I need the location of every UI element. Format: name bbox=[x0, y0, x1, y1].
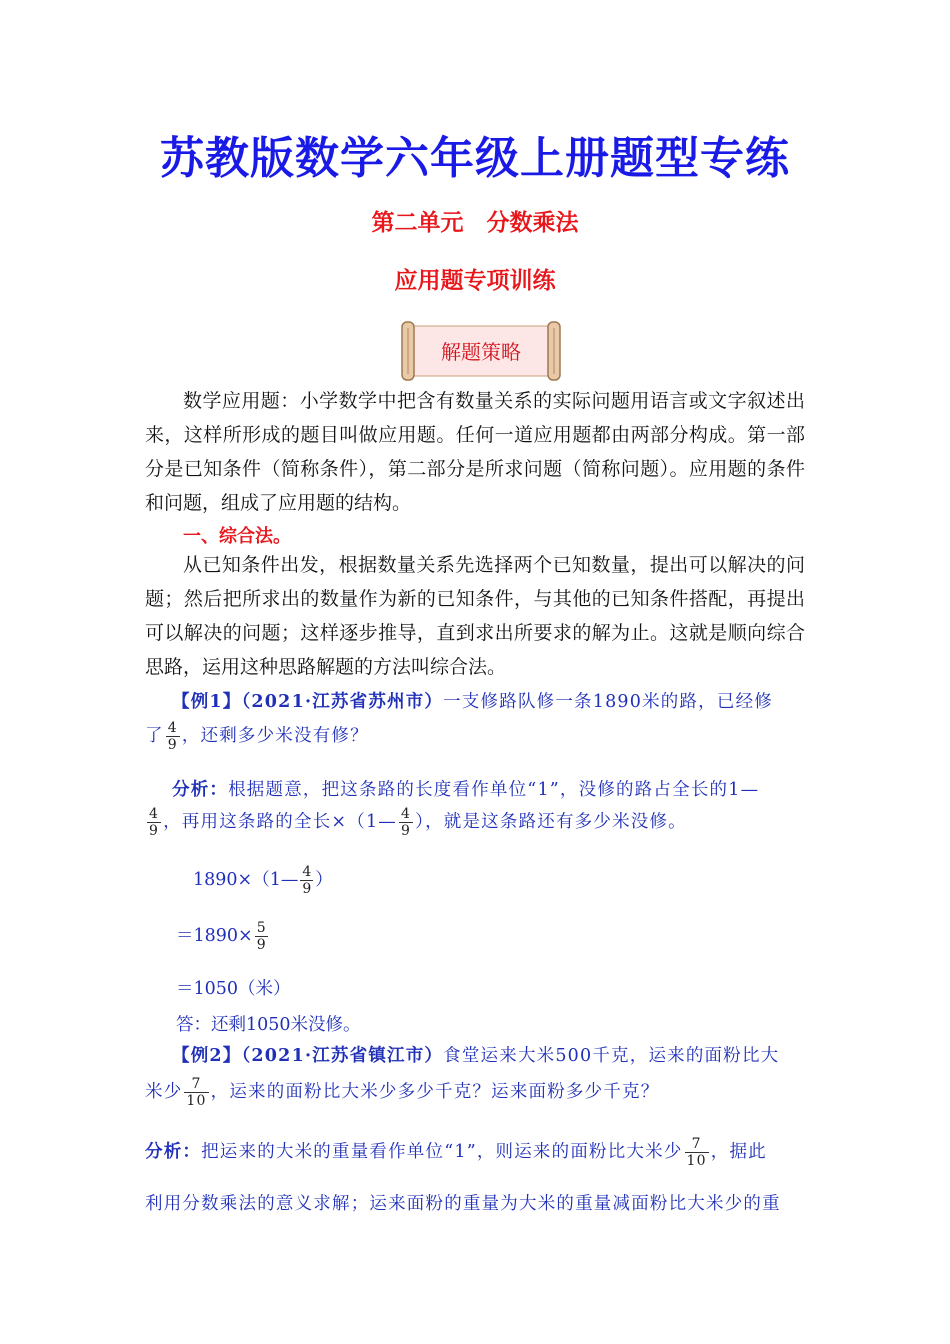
section-subtitle: 应用题专项训练 bbox=[394, 268, 556, 294]
strategy-label: 解题策略 bbox=[441, 340, 521, 364]
example2-source: （2021·江苏省镇江市） bbox=[241, 1046, 444, 1066]
calc1-pre: 1890×（1— bbox=[193, 870, 299, 890]
example2-question-post: ，运来的面粉比大米少多少千克？运来面粉多少千克？ bbox=[210, 1082, 660, 1102]
frac-den: 9 bbox=[401, 823, 412, 839]
example1-analysis-line1 bbox=[172, 776, 759, 801]
example2-line2 bbox=[145, 1076, 659, 1109]
frac-num: 5 bbox=[256, 920, 266, 936]
analysis2-text-2: ，据此 bbox=[710, 1142, 767, 1162]
calc-step-2 bbox=[176, 920, 270, 953]
method1-heading: 一、综合法。 bbox=[183, 526, 291, 547]
analysis-label: 分析： bbox=[145, 1142, 202, 1162]
frac-den: 9 bbox=[149, 823, 160, 839]
example2-line1 bbox=[172, 1042, 779, 1067]
calc-step-3: ＝1050（米） bbox=[176, 979, 291, 999]
frac-num: 7 bbox=[184, 1076, 208, 1093]
fraction-4-9 bbox=[147, 806, 161, 839]
method1-paragraph: 从已知条件出发，根据数量关系先选择两个已知数量，提出可以解决的问题；然后把所求出的数量作为新的已知条件，与其他的已知条件搭配，再提出可以解决的问题；这样逐步推导，直到求出所要求的解为止。这就是顺向综合思路，运用这种思路解题的方法叫综合法。 bbox=[145, 554, 805, 678]
fraction-7-10 bbox=[184, 1076, 208, 1109]
intro-paragraph: 数学应用题：小学数学中把含有数量关系的实际问题用语言或文字叙述出来，这样所形成的题目叫做应用题。任何一道应用题都由两部分构成。第一部分是已知条件（简称条件），第二部分是所求问题（简称问题）。应用题的条件和问题，组成了应用题的结构。 bbox=[145, 390, 805, 514]
example1-answer: 答：还剩1050米没修。 bbox=[176, 1015, 361, 1035]
calc2-pre: ＝1890× bbox=[176, 926, 253, 946]
frac-den: 9 bbox=[302, 881, 312, 897]
fraction-7-10 bbox=[685, 1136, 709, 1169]
example1-analysis-line2 bbox=[145, 806, 687, 839]
example1-line2 bbox=[145, 720, 369, 753]
analysis-text-1: 根据题意，把这条路的长度看作单位“1”，没修的路占全长的1— bbox=[228, 780, 760, 800]
example2-question-1: 食堂运来大米500千克，运来的面粉比大 bbox=[443, 1046, 780, 1066]
fraction-4-9 bbox=[300, 864, 313, 897]
frac-den: 9 bbox=[167, 737, 178, 753]
example1-source: （2021·江苏省苏州市） bbox=[241, 692, 444, 712]
frac-num: 4 bbox=[149, 806, 160, 822]
example2-tag: 【例2】 bbox=[172, 1046, 242, 1066]
frac-den: 9 bbox=[256, 937, 266, 953]
analysis2-text-1: 把运来的大米的重量看作单位“1”，则运来的面粉比大米少 bbox=[201, 1142, 683, 1162]
fraction-4-9 bbox=[166, 720, 180, 753]
example1-question-1: 一支修路队修一条1890米的路，已经修 bbox=[443, 692, 773, 712]
frac-num: 4 bbox=[401, 806, 412, 822]
frac-num: 4 bbox=[167, 720, 178, 736]
analysis-text-2: ，再用这条路的全长×（1— bbox=[163, 812, 398, 832]
example2-question-pre: 米少 bbox=[145, 1082, 183, 1102]
example2-analysis-line2: 利用分数乘法的意义求解；运来面粉的重量为大米的重量减面粉比大米少的重 bbox=[145, 1194, 781, 1214]
example2-analysis-line1 bbox=[145, 1136, 767, 1169]
frac-den: 10 bbox=[686, 1153, 707, 1169]
unit-heading: 第二单元 分数乘法 bbox=[371, 210, 579, 236]
frac-num: 4 bbox=[302, 864, 312, 880]
example1-line1 bbox=[172, 688, 773, 713]
fraction-5-9 bbox=[255, 920, 268, 953]
frac-den: 10 bbox=[186, 1093, 207, 1109]
analysis-text-3: ），就是这条路还有多少米没修。 bbox=[415, 812, 687, 832]
example1-tag: 【例1】 bbox=[172, 692, 242, 712]
example1-question-pre: 了 bbox=[145, 726, 164, 746]
calc1-post: ） bbox=[315, 870, 333, 890]
example1-question-post: ，还剩多少米没有修？ bbox=[181, 726, 369, 746]
calc-step-1 bbox=[193, 864, 333, 897]
frac-num: 7 bbox=[685, 1136, 709, 1153]
analysis-label: 分析： bbox=[172, 780, 229, 800]
page-title: 苏教版数学六年级上册题型专练 bbox=[160, 133, 790, 184]
fraction-4-9 bbox=[399, 806, 413, 839]
